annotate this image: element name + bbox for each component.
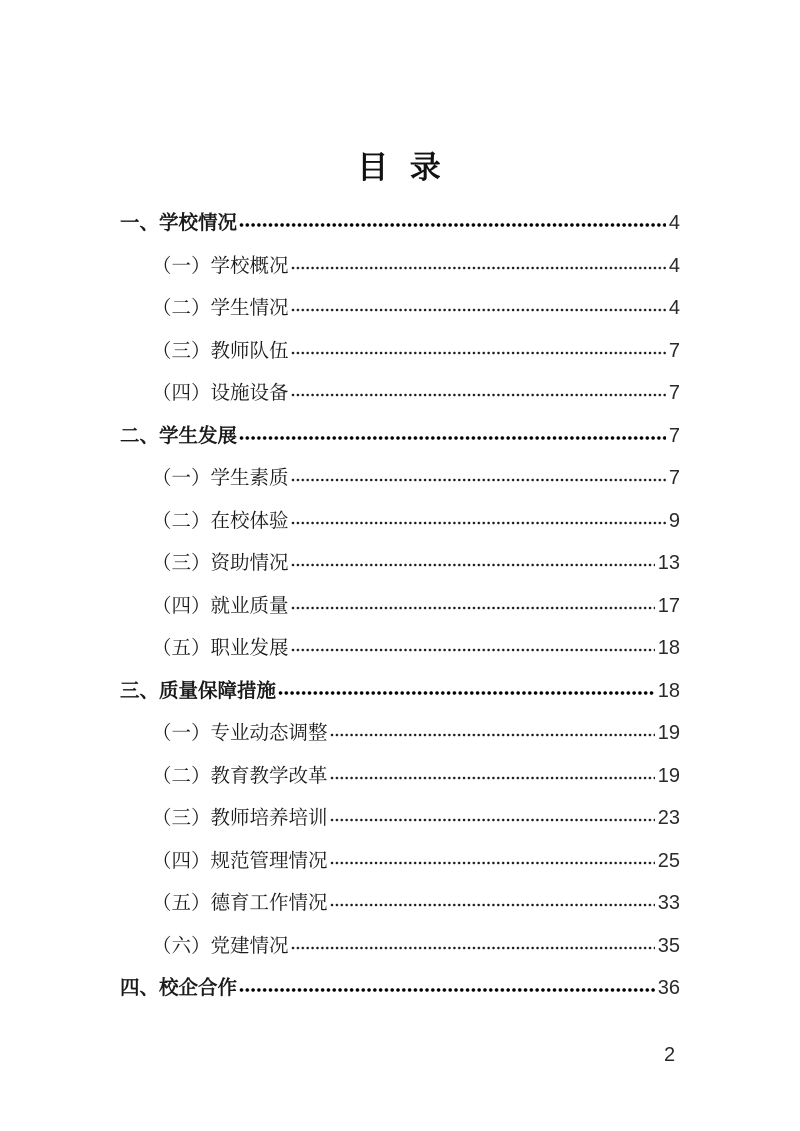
toc-entry-label: （四）规范管理情况 — [152, 850, 328, 872]
toc-entry-page-number: 4 — [668, 212, 680, 234]
toc-entry — [120, 968, 680, 1011]
footer-page-number: 2 — [664, 1044, 676, 1066]
toc-entry — [120, 671, 680, 714]
toc-entry — [120, 203, 680, 246]
toc-entry-page-number: 7 — [668, 467, 680, 489]
toc-entry-page-number: 19 — [657, 722, 680, 744]
toc-title: 目 录 — [357, 150, 443, 185]
toc-list — [120, 203, 680, 1011]
toc-entry — [120, 798, 680, 841]
toc-entry-label: （二）教育教学改革 — [152, 765, 328, 787]
toc-entry-label: （四）就业质量 — [152, 595, 289, 617]
dot-leader — [291, 392, 666, 398]
dot-leader — [291, 520, 666, 526]
toc-entry-page-number: 9 — [668, 509, 680, 532]
toc-entry-page-number: 35 — [657, 934, 680, 957]
toc-entry-page-number: 4 — [668, 254, 680, 277]
toc-entry-label: 一、学校情况 — [120, 213, 238, 234]
toc-entry — [120, 246, 680, 289]
toc-entry — [120, 926, 680, 969]
dot-leader — [291, 945, 655, 951]
dot-leader — [330, 732, 655, 738]
toc-entry-label: 三、质量保障措施 — [120, 680, 277, 702]
toc-entry — [120, 501, 680, 544]
dot-leader — [291, 307, 666, 313]
toc-entry — [120, 586, 680, 629]
dot-leader — [330, 775, 655, 781]
toc-entry — [120, 288, 680, 331]
toc-entry-label: （三）教师培养培训 — [152, 808, 328, 829]
dot-leader — [239, 987, 655, 993]
toc-entry-page-number: 4 — [668, 297, 680, 319]
toc-entry-page-number: 7 — [668, 339, 680, 362]
toc-entry-page-number: 18 — [657, 637, 680, 659]
toc-entry — [120, 458, 680, 501]
toc-entry-label: （一）专业动态调整 — [152, 723, 328, 744]
dot-leader — [291, 562, 655, 568]
dot-leader — [239, 222, 666, 228]
toc-entry — [120, 331, 680, 374]
dot-leader — [291, 265, 666, 271]
toc-entry-page-number: 33 — [657, 892, 680, 914]
dot-leader — [239, 435, 666, 441]
toc-entry — [120, 713, 680, 756]
toc-entry-label: （六）党建情况 — [152, 935, 289, 957]
toc-entry-label: 四、校企合作 — [120, 978, 238, 999]
toc-entry-label: （二）在校体验 — [152, 510, 289, 532]
toc-entry-page-number: 7 — [668, 424, 680, 447]
toc-entry — [120, 841, 680, 884]
toc-entry — [120, 543, 680, 586]
toc-entry-label: （五）德育工作情况 — [152, 893, 328, 914]
toc-entry-label: （四）设施设备 — [152, 383, 289, 404]
toc-entry — [120, 628, 680, 671]
toc-entry-page-number: 19 — [657, 764, 680, 787]
dot-leader — [330, 817, 655, 823]
dot-leader — [291, 350, 666, 356]
dot-leader — [330, 902, 655, 908]
toc-entry-label: （二）学生情况 — [152, 298, 289, 319]
toc-entry-page-number: 18 — [657, 679, 680, 702]
toc-entry-page-number: 23 — [657, 807, 680, 829]
toc-entry-label: （五）职业发展 — [152, 638, 289, 659]
toc-entry — [120, 416, 680, 459]
toc-entry-page-number: 25 — [657, 849, 680, 872]
toc-entry-label: （三）教师队伍 — [152, 340, 289, 362]
toc-entry-page-number: 17 — [657, 594, 680, 617]
toc-entry — [120, 373, 680, 416]
toc-entry-label: （一）学生素质 — [152, 468, 289, 489]
toc-entry-label: 二、学生发展 — [120, 425, 238, 447]
dot-leader — [278, 690, 655, 696]
toc-entry-label: （一）学校概况 — [152, 255, 289, 277]
dot-leader — [291, 605, 655, 611]
dot-leader — [291, 477, 666, 483]
toc-entry-page-number: 36 — [657, 977, 680, 999]
toc-entry — [120, 756, 680, 799]
dot-leader — [330, 860, 655, 866]
toc-entry — [120, 883, 680, 926]
dot-leader — [291, 647, 655, 653]
toc-entry-page-number: 7 — [668, 382, 680, 404]
toc-entry-page-number: 13 — [657, 552, 680, 574]
toc-entry-label: （三）资助情况 — [152, 553, 289, 574]
